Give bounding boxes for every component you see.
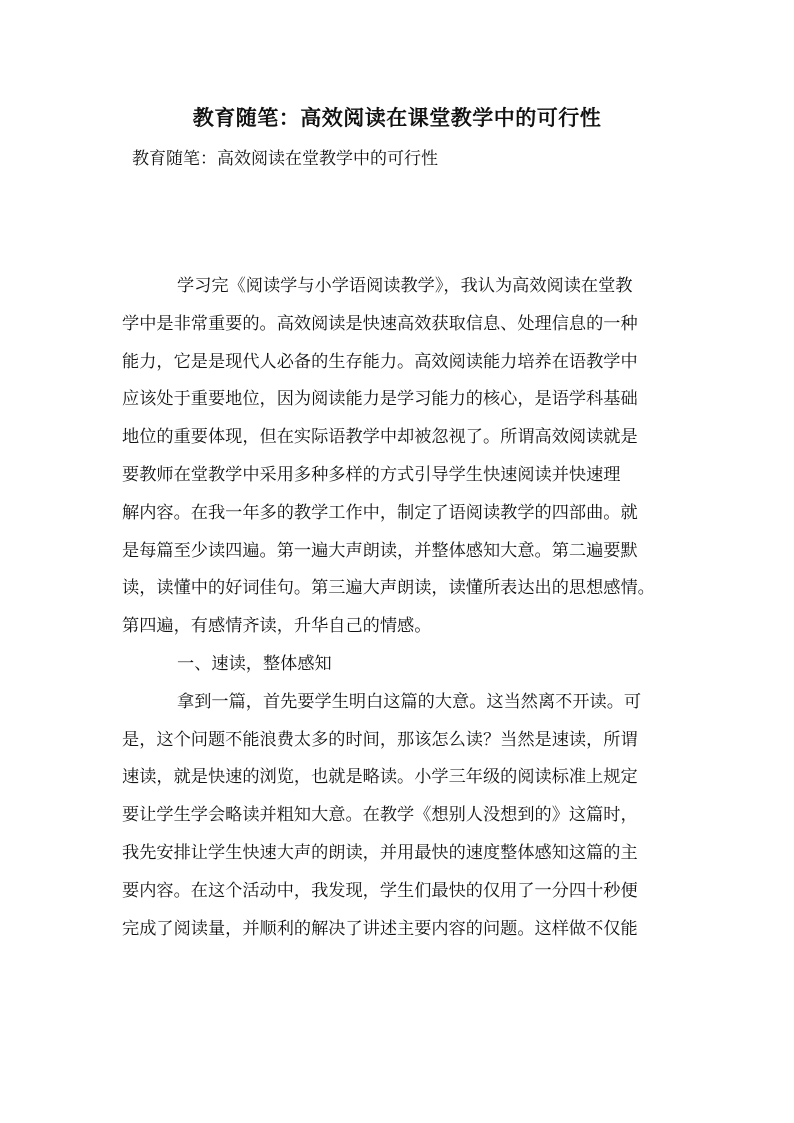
section-heading: 一、速读，整体感知 — [177, 653, 332, 674]
paragraph-line: 拿到一篇，首先要学生明白这篇的大意。这当然离不开读。可 — [177, 691, 642, 712]
paragraph-line: 速读，就是快速的浏览，也就是略读。小学三年级的阅读标准上规定 — [122, 767, 638, 788]
paragraph-line: 第四遍，有感情齐读，升华自己的情感。 — [122, 616, 432, 637]
paragraph-line: 解内容。在我一年多的教学工作中，制定了语阅读教学的四部曲。就 — [122, 502, 638, 523]
paragraph-line: 读，读懂中的好词佳句。第三遍大声朗读，读懂所表达出的思想感情。 — [122, 578, 655, 599]
paragraph-line: 应该处于重要地位，因为阅读能力是学习能力的核心，是语学科基础 — [122, 389, 638, 410]
document-title: 教育随笔：高效阅读在课堂教学中的可行性 — [192, 105, 602, 130]
paragraph-line: 我先安排让学生快速大声的朗读，并用最快的速度整体感知这篇的主 — [122, 842, 638, 863]
paragraph-line: 能力，它是是现代人必备的生存能力。高效阅读能力培养在语教学中 — [122, 351, 638, 372]
paragraph-line: 完成了阅读量，并顺利的解决了讲述主要内容的问题。这样做不仅能 — [122, 918, 638, 939]
paragraph-line: 要让学生学会略读并粗知大意。在教学《想别人没想到的》这篇时， — [122, 805, 638, 826]
paragraph-line: 是，这个问题不能浪费太多的时间，那该怎么读？当然是速读，所谓 — [122, 729, 638, 750]
paragraph-line: 要内容。在这个活动中，我发现，学生们最快的仅用了一分四十秒便 — [122, 880, 638, 901]
document-subtitle: 教育随笔：高效阅读在堂教学中的可行性 — [132, 149, 438, 169]
paragraph-line: 要教师在堂教学中采用多种多样的方式引导学生快速阅读并快速理 — [122, 464, 621, 485]
document-body — [122, 268, 674, 948]
paragraph-line: 地位的重要体现，但在实际语教学中却被忽视了。所谓高效阅读就是 — [122, 427, 638, 448]
paragraph-line: 是每篇至少读四遍。第一遍大声朗读，并整体感知大意。第二遍要默 — [122, 540, 638, 561]
paragraph-line: 学习完《阅读学与小学语阅读教学》，我认为高效阅读在堂教 — [177, 276, 633, 296]
paragraph-line: 学中是非常重要的。高效阅读是快速高效获取信息、处理信息的一种 — [122, 313, 638, 334]
